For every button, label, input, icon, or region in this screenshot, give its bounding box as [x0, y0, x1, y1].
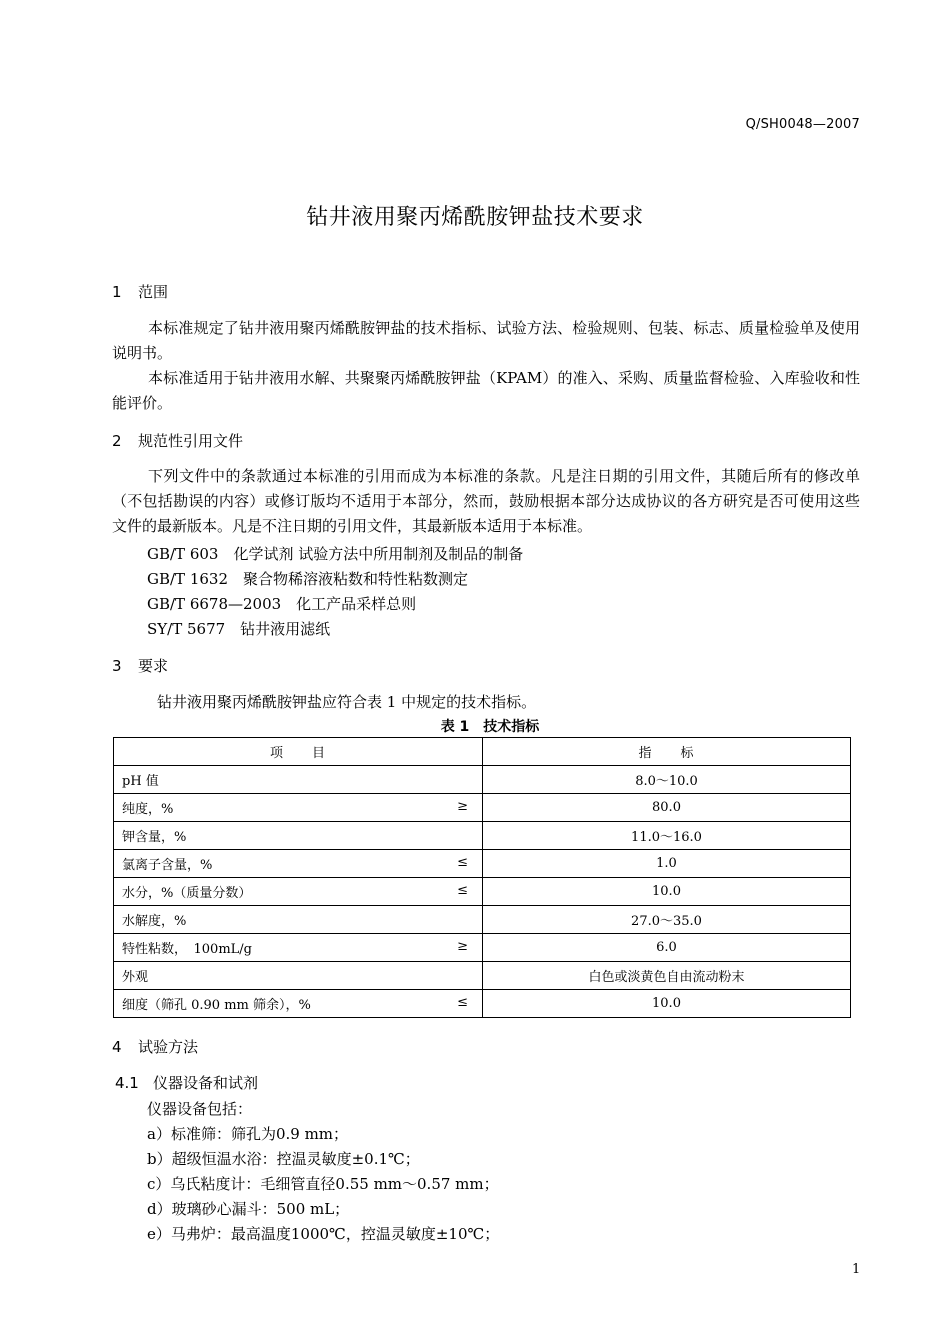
reference-item: GB/T 6678—2003 化工产品采样总则 — [147, 595, 417, 613]
comparison-operator: ≤ — [457, 883, 468, 898]
reference-item: GB/T 1632 聚合物稀溶液粘数和特性粘数测定 — [147, 570, 469, 588]
item-label: 氯离子含量，% — [122, 858, 213, 873]
item-label: 纯度，% — [122, 802, 174, 817]
equipment-intro: 仪器设备包括： — [147, 1100, 253, 1118]
table-cell-value: 80.0 — [483, 794, 851, 822]
subsection-title: 仪器设备和试剂 — [153, 1074, 259, 1092]
table-cell-item — [114, 934, 483, 962]
equipment-item: c）乌氏粘度计：毛细管直径0.55 mm～0.57 mm； — [147, 1175, 499, 1193]
document-title: 钻井液用聚丙烯酰胺钾盐技术要求 — [306, 205, 644, 230]
table-cell-value: 8.0～10.0 — [483, 766, 851, 794]
table-cell-value: 10.0 — [483, 990, 851, 1018]
section-3-paragraph: 钻井液用聚丙烯酰胺钾盐应符合表 1 中规定的技术指标。 — [157, 693, 537, 711]
table-header-row — [114, 738, 851, 766]
item-label: 特性粘数， 100mL/g — [122, 942, 252, 957]
table-cell-item — [114, 906, 483, 934]
table-cell-item — [114, 850, 483, 878]
section-title: 范围 — [138, 283, 169, 301]
section-number: 4 — [112, 1038, 122, 1056]
reference-item: SY/T 5677 钻井液用滤纸 — [147, 620, 331, 638]
item-label: 细度（筛孔 0.90 mm 筛余），% — [122, 998, 311, 1013]
subsection-number: 4.1 — [115, 1074, 139, 1092]
section-number: 2 — [112, 432, 122, 450]
table-row — [114, 934, 851, 962]
table-cell-item — [114, 794, 483, 822]
equipment-item: a）标准筛：筛孔为0.9 mm； — [147, 1125, 349, 1143]
section-4-heading — [112, 1036, 198, 1057]
table-row — [114, 878, 851, 906]
table-caption: 表 1 技术指标 — [440, 719, 540, 735]
table-row — [114, 962, 851, 990]
technical-spec-table — [113, 737, 851, 1018]
item-label: pH 值 — [122, 774, 159, 789]
section-number: 1 — [112, 283, 122, 301]
document-code: Q/SH0048—2007 — [745, 117, 860, 132]
section-1-paragraph-1: 本标准规定了钻井液用聚丙烯酰胺钾盐的技术指标、试验方法、检验规则、包装、标志、质量检验单及使用说明书。 — [112, 319, 860, 362]
reference-item: GB/T 603 化学试剂 试验方法中所用制剂及制品的制备 — [147, 545, 524, 563]
comparison-operator: ≥ — [457, 939, 468, 954]
section-2-heading — [112, 430, 243, 451]
table-cell-value: 11.0～16.0 — [483, 822, 851, 850]
table-cell-value: 27.0～35.0 — [483, 906, 851, 934]
equipment-item: d）玻璃砂心漏斗：500 mL； — [147, 1200, 350, 1218]
table-row — [114, 822, 851, 850]
section-title: 要求 — [138, 657, 169, 675]
table-cell-value: 6.0 — [483, 934, 851, 962]
table-cell-value: 10.0 — [483, 878, 851, 906]
table-row — [114, 766, 851, 794]
item-label: 水解度，% — [122, 914, 187, 929]
equipment-item: b）超级恒温水浴：控温灵敏度±0.1℃； — [147, 1150, 420, 1168]
table-row — [114, 906, 851, 934]
equipment-item: e）马弗炉：最高温度1000℃，控温灵敏度±10℃； — [147, 1225, 500, 1243]
table-cell-item — [114, 766, 483, 794]
item-label: 水分，%（质量分数） — [122, 886, 252, 901]
table-header-item: 项 目 — [114, 738, 483, 766]
table-row — [114, 990, 851, 1018]
table-row — [114, 794, 851, 822]
table-cell-value: 1.0 — [483, 850, 851, 878]
table-cell-item — [114, 990, 483, 1018]
table-cell-item — [114, 822, 483, 850]
table-header-value: 指 标 — [483, 738, 851, 766]
item-label: 外观 — [122, 970, 149, 985]
table-cell-item — [114, 878, 483, 906]
page-number: 1 — [852, 1262, 861, 1277]
section-2-paragraph: 下列文件中的条款通过本标准的引用而成为本标准的条款。凡是注日期的引用文件，其随后所有的修改单（不包括勘误的内容）或修订版均不适用于本部分，然而，鼓励根据本部分达成协议的各方研究是否可使用这些文件的最新版本。凡是不注日期的引用文件，其最新版本适用于本标准。 — [112, 467, 860, 535]
section-title: 规范性引用文件 — [138, 432, 244, 450]
comparison-operator: ≥ — [457, 799, 468, 814]
comparison-operator: ≤ — [457, 995, 468, 1010]
table-row — [114, 850, 851, 878]
table-cell-item — [114, 962, 483, 990]
comparison-operator: ≤ — [457, 855, 468, 870]
section-3-heading — [112, 655, 168, 676]
section-1-paragraph-2: 本标准适用于钻井液用水解、共聚聚丙烯酰胺钾盐（KPAM）的准入、采购、质量监督检验、入库验收和性能评价。 — [112, 369, 860, 412]
item-label: 钾含量，% — [122, 830, 187, 845]
table-cell-value: 白色或淡黄色自由流动粉末 — [483, 962, 851, 990]
section-title: 试验方法 — [138, 1038, 199, 1056]
section-number: 3 — [112, 657, 122, 675]
section-1-heading — [112, 281, 168, 302]
subsection-4-1-heading — [115, 1072, 258, 1093]
